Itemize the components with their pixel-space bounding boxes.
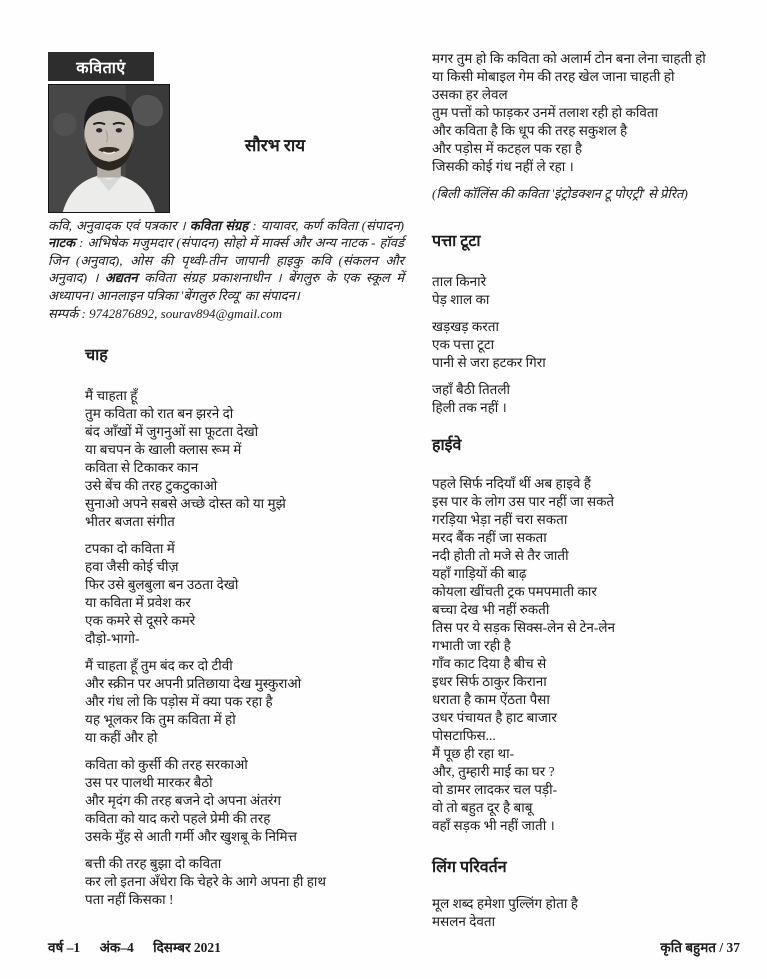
poem-line: और स्क्रीन पर अपनी प्रतिछाया देख मुस्कुराओ xyxy=(85,676,302,691)
section-badge-label: कविताएं xyxy=(76,59,126,77)
issue-info xyxy=(48,938,237,956)
poem-line: नदी होती तो मजे से तैर जाती xyxy=(432,548,569,563)
author-contact: सम्पर्क : 9742876892, sourav894@gmail.com xyxy=(48,306,282,322)
poem-chaah-continuation xyxy=(432,50,757,176)
poem-line: मैं चाहता हूँ xyxy=(85,388,138,403)
poem-chaah-body xyxy=(85,387,405,909)
bio-segment: अद्यतन xyxy=(104,270,138,286)
poem-line: कोयला खींचती ट्रक पमपमाती कार xyxy=(432,584,597,599)
poem-line: इस पार के लोग उस पार नहीं जा सकते xyxy=(432,494,615,509)
page-number-label: कृति बहुमत / 37 xyxy=(660,940,740,955)
poem-line: एक पत्ता टूटा xyxy=(432,337,495,352)
poem-title-ling-parivartan: लिंग परिवर्तन xyxy=(432,859,507,876)
poem-chaah xyxy=(85,343,405,918)
stanza xyxy=(85,540,405,648)
poem-line: एक कमरे से दूसरे कमरे xyxy=(85,613,196,628)
poem-title-patta-toota: पत्ता टूटा xyxy=(432,233,481,250)
poem-line: कविता को कुर्सी की तरह सरकाओ xyxy=(85,757,248,772)
issue-year: वर्ष –1 xyxy=(48,940,81,955)
poem-line: और कविता है कि धूप की तरह सकुशल है xyxy=(432,123,628,138)
poem-line: दौड़ो-भागो- xyxy=(85,631,140,646)
poem-line: बंद आँखों में जुगनुओं सा फूटता देखो xyxy=(85,424,259,439)
poem-highway-body xyxy=(432,475,757,835)
poem-line: और गंध लो कि पड़ोस में क्या पक रहा है xyxy=(85,694,273,709)
poem-line: यहाँ गाड़ियों की बाढ़ xyxy=(432,566,527,581)
poem-line: और पड़ोस में कटहल पक रहा है xyxy=(432,141,583,156)
poem-line: कविता को याद करो पहले प्रेमी की तरह xyxy=(85,811,271,826)
poem-line: गभाती जा रही है xyxy=(432,638,511,653)
poem-line: यह भूलकर कि तुम कविता में हो xyxy=(85,712,236,727)
poem-line: मरद बैंक नहीं जा सकता xyxy=(432,530,547,545)
poem-line: सुनाओ अपने सबसे अच्छे दोस्त को या मुझे xyxy=(85,496,286,511)
poem-line: मैं पूछ ही रहा था- xyxy=(432,746,515,761)
stanza xyxy=(432,475,757,835)
stanza xyxy=(432,381,757,417)
bio-segment: कविता संग्रह प्रकाशनाधीन । बेंगलुरु के एक स्कूल में अध्यापन। आनलाइन पत्रिका 'बेंगलुरु रिव्यू' का संपादन। xyxy=(48,270,404,303)
poem-line: ताल किनारे xyxy=(432,274,487,289)
poem-line: पोसटाफिस... xyxy=(432,728,496,743)
poem-line: उस पर पालथी मारकर बैठो xyxy=(85,775,213,790)
poem-line: और, तुम्हारी माई का घर ? xyxy=(432,764,555,779)
poem-line: फिर उसे बुलबुला बन उठता देखो xyxy=(85,577,239,592)
poem-line: टपका दो कविता में xyxy=(85,541,175,556)
stanza xyxy=(85,756,405,846)
author-bio xyxy=(48,217,404,322)
poem-line: या कविता में प्रवेश कर xyxy=(85,595,191,610)
poem-line: जहाँ बैठी तितली xyxy=(432,382,511,397)
section-badge xyxy=(48,52,154,81)
poem-line: मूल शब्द हमेशा पुल्लिंग होता है xyxy=(432,896,578,911)
poem-ling-parivartan-body xyxy=(432,895,757,931)
poem-line: पता नहीं किसका ! xyxy=(85,892,174,907)
poem-line: या किसी मोबाइल गेम की तरह खेल जाना चाहती हो xyxy=(432,69,675,84)
bio-segment: नाटक xyxy=(48,235,76,251)
poem-line: हिली तक नहीं । xyxy=(432,400,507,415)
stanza xyxy=(85,657,405,747)
poem-title-chaah: चाह xyxy=(85,347,108,364)
stanza xyxy=(432,50,757,176)
poem-line: पहले सिर्फ नदियाँ थीं अब हाइवे हैं xyxy=(432,476,591,491)
poem-line: उसे बेंच की तरह टुकटुकाओ xyxy=(85,478,218,493)
poem-line: और मृदंग की तरह बजने दो अपना अंतरंग xyxy=(85,793,282,808)
poem-line: पानी से जरा हटकर गिरा xyxy=(432,355,546,370)
stanza xyxy=(432,895,757,931)
author-name: सौरभ राय xyxy=(244,136,306,155)
poem-line: कर लो इतना अँधेरा कि चेहरे के आगे अपना ही हाथ xyxy=(85,874,327,889)
poem-line: तुम पत्तों को फाड़कर उनमें तलाश रही हो कविता xyxy=(432,105,659,120)
poem-line: वो तो बहुत दूर है बाबू xyxy=(432,800,533,815)
stanza xyxy=(432,318,757,372)
author-bio-text xyxy=(48,218,404,303)
poem-line: खड़खड़ करता xyxy=(432,319,499,334)
bio-segment: : यायावर, कर्ण कविता (संपादन) xyxy=(248,218,404,233)
poem-line: उसका हर लेवल xyxy=(432,87,508,102)
poem-line: बच्चा देख भी नहीं रुकती xyxy=(432,602,550,617)
poem-line: वो डामर लादकर चल पड़ी- xyxy=(432,782,558,797)
poem-line: वहाँ सड़क भी नहीं जाती । xyxy=(432,818,555,833)
poem-line: हवा जैसी कोई चीज़ xyxy=(85,559,179,574)
poem-line: मसलन देवता xyxy=(432,914,496,929)
poem-line: कविता से टिकाकर कान xyxy=(85,460,199,475)
poem-line: या कहीं और हो xyxy=(85,730,158,745)
poem-title-highway: हाईवे xyxy=(432,437,462,454)
bio-segment: कवि, अनुवादक एवं पत्रकार । xyxy=(48,218,190,233)
poem-line: उसके मुँह से आती गर्मी और खुशबू के निमित्त xyxy=(85,829,297,844)
issue-date: दिसम्बर 2021 xyxy=(153,940,221,955)
bio-segment: : अभिषेक मजुमदार (संपादन) सोहो में मार्क्स और अन्य नाटक - हॉवर्ड जिन (अनुवाद), ओस की पृथ्वी-तीन जापानी हाइकु कवि (संकलन और अनुवाद) । xyxy=(48,235,404,286)
poem-line: धराता है काम ऐंठता पैसा xyxy=(432,692,550,707)
issue-number: अंक–4 xyxy=(99,940,134,955)
poem-line: मगर तुम हो कि कविता को अलार्म टोन बना लेना चाहती हो xyxy=(432,51,706,66)
bio-segment: कविता संग्रह xyxy=(189,218,249,233)
poem-line: जिसकी कोई गंध नहीं ले रहा । xyxy=(432,159,574,174)
poem-line: तिस पर ये सड़क सिक्स-लेन से टेन-लेन xyxy=(432,620,616,635)
stanza xyxy=(85,387,405,531)
poem-line: उधर पंचायत है हाट बाजार xyxy=(432,710,557,725)
author-portrait-illustration xyxy=(49,85,169,212)
poem-patta-toota-body xyxy=(432,273,757,417)
poem-line: मैं चाहता हूँ तुम बंद कर दो टीवी xyxy=(85,658,233,673)
right-column xyxy=(432,50,757,940)
poem-line: भीतर बजता संगीत xyxy=(85,514,175,529)
stanza xyxy=(432,273,757,309)
poem-line: पेड़ शाल का xyxy=(432,292,490,307)
stanza xyxy=(85,855,405,909)
page-footer xyxy=(48,938,740,956)
poem-attribution-note: (बिली कॉलिंस की कविता 'इंट्रोडक्शन टू पोएट्री' से प्रेरित) xyxy=(432,186,688,201)
poem-line: बत्ती की तरह बुझा दो कविता xyxy=(85,856,222,871)
poem-line: गाँव काट दिया है बीच से xyxy=(432,656,547,671)
poem-line: तुम कविता को रात बन झरने दो xyxy=(85,406,234,421)
poem-line: गरड़िया भेड़ा नहीं चरा सकता xyxy=(432,512,568,527)
poem-line: इधर सिर्फ ठाकुर किराना xyxy=(432,674,547,689)
poem-line: या बचपन के खाली क्लास रूम में xyxy=(85,442,242,457)
author-photo xyxy=(48,84,170,213)
